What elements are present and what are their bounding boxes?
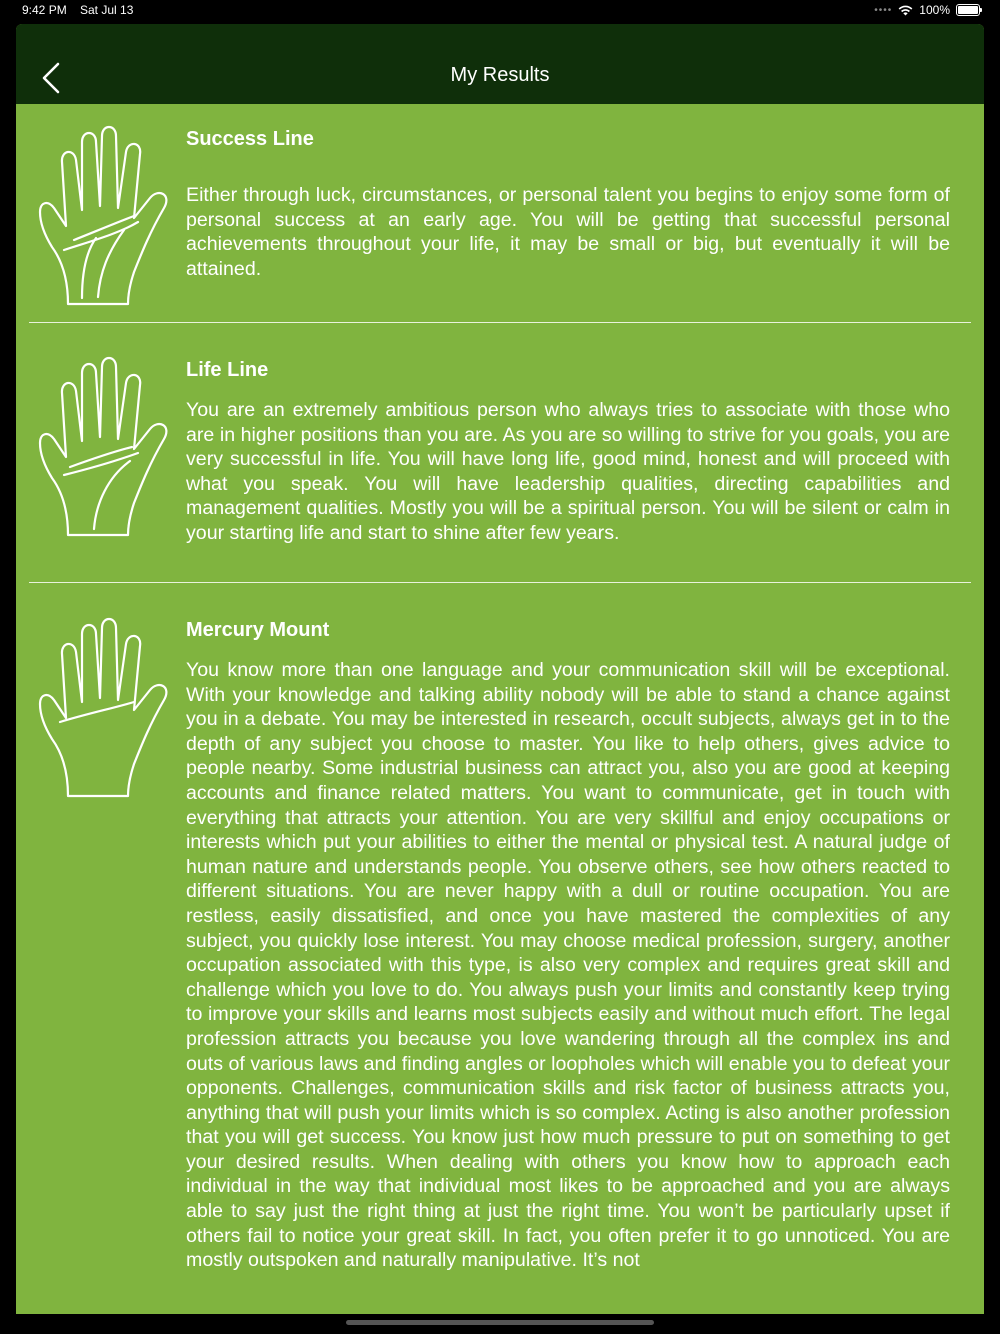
divider [29, 322, 971, 323]
page-title: My Results [450, 64, 550, 86]
status-right [874, 3, 980, 17]
status-date: Sat Jul 13 [80, 3, 134, 17]
wifi-icon [898, 5, 913, 16]
status-time: 9:42 PM [22, 3, 67, 17]
palm-hand-icon [38, 614, 174, 804]
battery-icon [956, 4, 980, 16]
palm-hand-icon [38, 122, 174, 312]
divider [29, 582, 971, 583]
home-indicator[interactable] [346, 1320, 654, 1325]
status-bar [0, 0, 1000, 22]
result-description: You know more than one language and your communication skill will be exceptional. With your knowledge and talking ability nobody will be able to stand a chance against you in a debate. You may be interested in research, occult subjects, always get in to the depth of any subject you choose to master. You like to help others, gives advice to people nearby. Some industrial business can attract you, also you are good at keeping accounts and finance related matters. You want to communicate, get in touch with everything that attracts your attention. You are very skillful and enjoy occupations or interests which put your abilities to either the mental or physical test. A natural judge of human nature and understands people. You observe others, see how others reacted to different situations. You are never happy with a dull or routine occupation. You are restless, easily dissatisfied, and once you have mastered the complexities of any subject, you quickly lose interest. You may choose medical profession, surgery, another occupation associated with this type, is also very complex and requires great skill and challenge which you love to do. You always push your limits and constantly keep trying to improve your skills and learns most subjects easily and without much effort. The legal profession attracts you because you love wandering through all the complex ins and outs of various laws and finding angles or loopholes which will enable you to defeat your opponents. Challenges, communication skills and risk factor of business attracts you, anything that will push your limits which is so complex. Acting is also another profession that you will get success. You know just how much pressure to put on something to get your desired results. When dealing with others you know how to approach each individual in the way that individual most likes to be approached and you are always able to say just the right thing at just the right time. You won’t be particularly upset if others fail to notice your great skill. In fact, you often prefer it to go unnoticed. You are mostly outspoken and naturally manipulative. It’s not [186, 659, 950, 1272]
result-title: Success Line [186, 128, 314, 150]
palm-hand-icon [38, 353, 174, 543]
multitasking-dots-icon: •••• [874, 4, 893, 16]
result-title: Mercury Mount [186, 619, 330, 641]
results-screen [16, 24, 984, 1314]
result-description: Either through luck, circumstances, or personal talent you begins to enjoy some form of personal success at an early age. You will be getting that successful personal achievements throughout your life, it may be small or big, but eventually it will be attained. [186, 184, 950, 280]
navigation-bar [16, 24, 984, 104]
battery-percent: 100% [919, 3, 950, 17]
result-title: Life Line [186, 359, 269, 381]
result-description: You are an extremely ambitious person who always tries to associate with those who are in higher positions than you are. As you are so willing to strive for you goals, you are very successful in life. You will have long life, good mind, honest and will proceed with what you speak. You will have leadership qualities, directing capabilities and management qualities. Mostly you will be a spiritual person. You will be silent or calm in your starting life and start to shine after few years. [186, 399, 950, 544]
